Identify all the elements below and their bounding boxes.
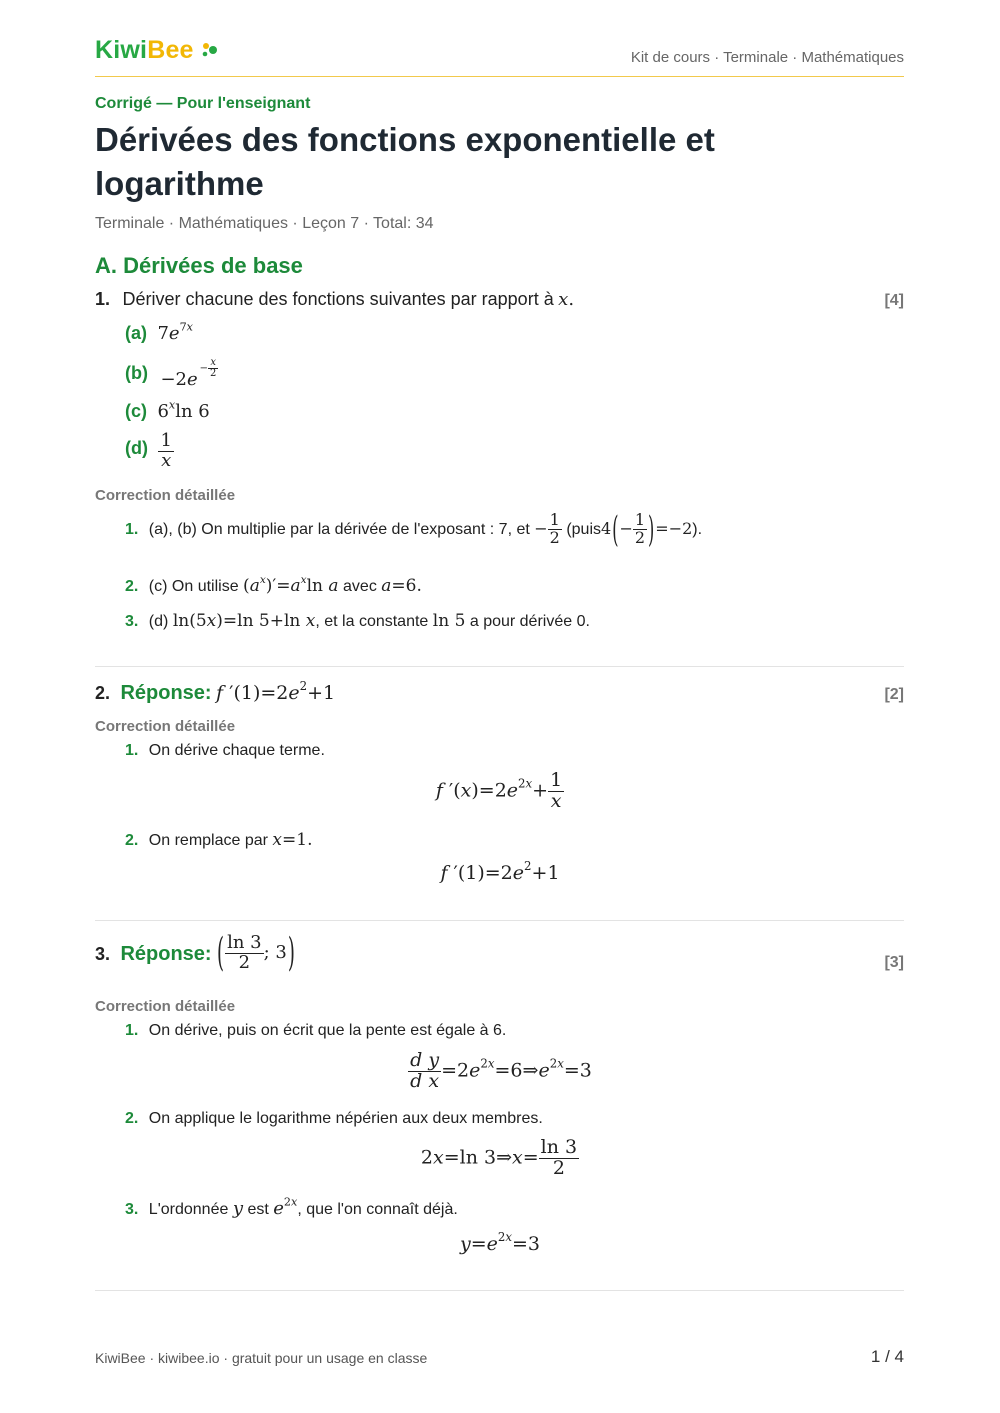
correction-label: Correction détaillée <box>95 718 236 735</box>
breadcrumb: Kit de cours · Terminale · Mathématiques <box>630 49 904 66</box>
question-1 <box>95 289 574 310</box>
answer-key-kicker: Corrigé — Pour l'enseignant <box>95 95 311 112</box>
step-text: On remplace par <box>148 832 268 849</box>
q1-step-1 <box>125 508 703 551</box>
math-expression: $-2e^{- \frac{x}{2}}$ <box>160 356 217 390</box>
section-title-a: A. Dérivées de base <box>95 253 303 278</box>
question-number: 2. <box>95 683 111 703</box>
step-number: 3. <box>125 1201 139 1218</box>
correction-label: Correction détaillée <box>95 998 236 1015</box>
section-divider <box>95 920 904 921</box>
step-text: , que l'on connaît déjà. <box>297 1201 458 1218</box>
step-number: 2. <box>125 578 139 595</box>
step-text: (a), (b) On multiplie par la dérivée de l'exposant : 7, et <box>148 520 530 538</box>
step-text: ). <box>692 520 703 538</box>
question-2 <box>95 679 336 705</box>
math-expression: ln 5 <box>432 611 466 631</box>
section-divider <box>95 1290 904 1291</box>
display-equation: 2x=ln 3⇒x= $\frac{\ln 3}{2}$ <box>420 1136 578 1179</box>
q2-step-1 <box>125 742 325 760</box>
header-divider <box>95 76 904 77</box>
step-text: On applique le logarithme népérien aux deux membres. <box>148 1110 543 1127</box>
display-equation: f $'(x)=2e^{2x}+$ $\frac{1}{x}$ <box>435 769 563 812</box>
step-number: 3. <box>125 613 139 630</box>
step-number: 1. <box>125 742 139 759</box>
math-expression: $(a^x)'=a^x\ln$ a <box>243 574 339 596</box>
math-expression: $7e^{7x}$ <box>157 320 193 344</box>
part-d <box>125 432 174 471</box>
q3-step-2 <box>125 1110 543 1128</box>
step-number: 2. <box>125 832 139 849</box>
bee-dots-icon <box>200 41 220 61</box>
step-text: a pour dérivée 0. <box>469 613 590 630</box>
correction-label: Correction détaillée <box>95 487 236 504</box>
question-marks: [2] <box>884 686 904 703</box>
q3-step-3 <box>125 1195 458 1219</box>
part-c <box>125 398 210 422</box>
answer-expression: f $'(1)=2e^2+1$ <box>216 679 336 704</box>
lesson-meta: Terminale · Mathématiques · Leçon 7 · Total: 34 <box>95 215 434 232</box>
step-text: On dérive, puis on écrit que la pente est égale à 6. <box>148 1022 507 1039</box>
display-equation: $\frac{\text{d y}}{\text{d x}}$ $=2e^{2x}=6\Rightarrow e^{2x}=3$ <box>410 1049 592 1092</box>
math-expression: $\frac{1}{x}$ <box>160 430 172 471</box>
page-title: Dérivées des fonctions exponentielle et logarithme <box>95 121 715 202</box>
display-equation: $y=e^{2x}=3$ <box>459 1230 541 1255</box>
math-expression: x=1. <box>272 830 313 850</box>
question-marks: [4] <box>884 292 904 309</box>
q1-step-2 <box>125 576 422 596</box>
step-text: avec <box>343 578 377 595</box>
question-3 <box>95 930 296 977</box>
footer-credit: KiwiBee · kiwibee.io · gratuit pour un usage en classe <box>95 1350 428 1366</box>
step-text: (puis <box>566 520 601 538</box>
math-variable: y <box>232 1198 243 1219</box>
kiwibee-logo: KiwiBee <box>95 36 194 64</box>
part-a <box>125 320 193 344</box>
math-expression: 6$^x$ln 6 <box>157 398 210 422</box>
step-number: 1. <box>125 1022 139 1039</box>
question-text: Dériver chacune des fonctions suivantes par rapport à <box>122 289 554 309</box>
response-label: Réponse: <box>120 682 212 704</box>
step-text: (c) On utilise <box>148 578 239 595</box>
part-label: (d) <box>125 437 148 458</box>
part-label: (c) <box>125 401 147 421</box>
section-divider <box>95 666 904 667</box>
q2-step-2 <box>125 830 312 850</box>
part-b <box>125 356 218 390</box>
question-marks: [3] <box>884 954 904 971</box>
step-text: , et la constante <box>315 613 429 630</box>
step-number: 1. <box>125 520 139 538</box>
math-expression: $e^{2x}$ <box>273 1195 298 1219</box>
display-equation: f $'(1)=2e^2+1$ <box>440 859 560 884</box>
part-label: (a) <box>125 323 147 343</box>
step-number: 2. <box>125 1110 139 1127</box>
math-expression: − $\frac{1}{2}$ <box>534 510 560 547</box>
question-number: 3. <box>95 944 111 965</box>
page-number: 1 / 4 <box>870 1347 904 1366</box>
step-text: On dérive chaque terme. <box>148 742 325 759</box>
part-label: (b) <box>125 363 148 383</box>
response-label: Réponse: <box>120 943 212 966</box>
math-expression: ln(5x)=ln 5+ln x <box>172 611 316 631</box>
q3-step-1 <box>125 1022 506 1040</box>
math-expression: a=6. <box>381 576 422 596</box>
question-number: 1. <box>95 289 111 309</box>
answer-expression: ( $\frac{\ln 3}{2}$ ; 3) <box>217 930 295 977</box>
step-text: est <box>247 1201 269 1218</box>
step-text: L'ordonnée <box>148 1201 229 1218</box>
math-variable: x. <box>558 289 575 310</box>
math-expression: 4(− $\frac{1}{2}$ )=−2 <box>601 508 693 551</box>
step-text: (d) <box>148 613 169 630</box>
q1-step-3 <box>125 611 590 631</box>
